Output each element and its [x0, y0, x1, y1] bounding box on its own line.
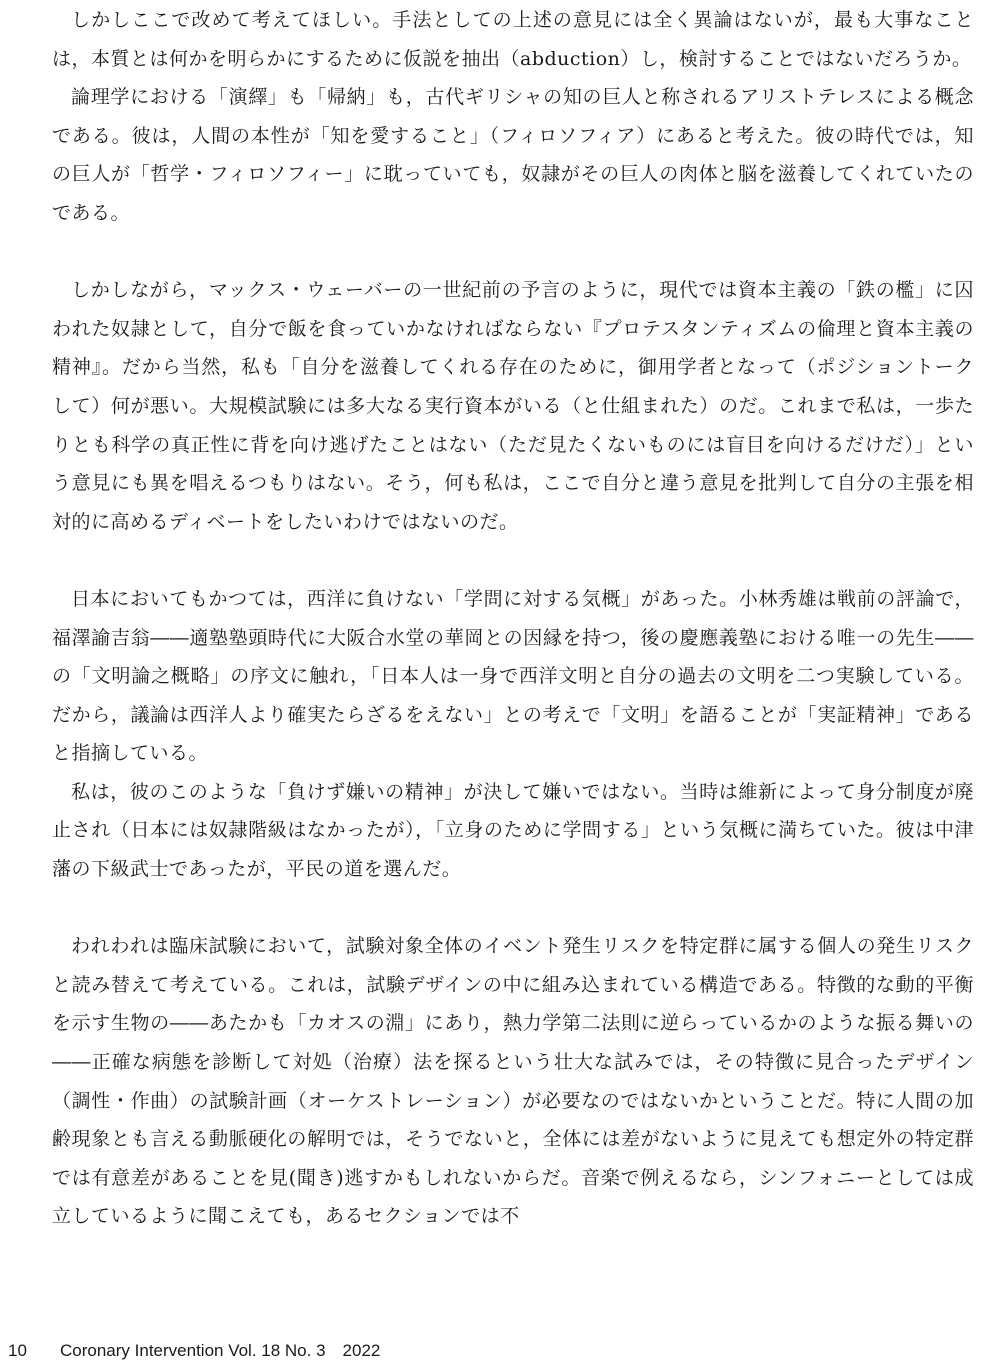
paragraph-2: 論理学における「演繹」も「帰納」も，古代ギリシャの知の巨人と称されるアリストテレスによる概念である。彼は，人間の本性が「知を愛すること」（フィロソフィア）にあると考えた。彼の時代では，知の巨人が「哲学・フィロソフィー」に耽っていても，奴隷がその巨人の肉体と脳を滋養してくれていたのである。	[52, 86, 974, 224]
paragraph-1: しかしここで改めて考えてほしい。手法としての上述の意見には全く異論はないが，最も大事なことは，本質とは何かを明らかにするために仮説を抽出（abduction）し，検討することではないだろうか。	[52, 9, 974, 70]
paragraph-gap	[52, 541, 974, 580]
paragraph-4: 日本においてもかつては，西洋に負けない「学問に対する気概」があった。小林秀雄は戦前の評論で，福澤諭吉翁――適塾塾頭時代に大阪合水堂の華岡との因縁を持つ，後の慶應義塾における唯一の先生――の「文明論之概略」の序文に触れ，「日本人は一身で西洋文明と自分の過去の文明を二つ実験している。だから，議論は西洋人より確実たらざるをえない」との考えで「文明」を語ることが「実証精神」であると指摘している。	[52, 587, 974, 765]
journal-citation: Coronary Intervention Vol. 18 No. 3 2022	[60, 1341, 381, 1360]
paragraph-6: われわれは臨床試験において，試験対象全体のイベント発生リスクを特定群に属する個人の発生リスクと読み替えて考えている。これは，試験デザインの中に組み込まれている構造である。特徴的な動的平衡を示す生物の――あたかも「カオスの淵」にあり，熱力学第二法則に逆らっているかのような振る舞いの――正確な病態を診断して対処（治療）法を探るという壮大な試みでは，その特徴に見合ったデザイン（調性・作曲）の試験計画（オーケストレーション）が必要なのではないかということだ。特に人間の加齢現象とも言える動脈硬化の解明では，そうでないと，全体には差がないように見えても想定外の特定群では有意差があることを見(聞き)逃すかもしれないからだ。音楽で例えるなら，シンフォニーとしては成立しているように聞こえても，あるセクションでは不	[52, 935, 974, 1228]
paragraph-3: しかしながら，マックス・ウェーバーの一世紀前の予言のように，現代では資本主義の「鉄の檻」に囚われた奴隷として，自分で飯を食っていかなければならない『プロテスタンティズムの倫理と資本主義の精神』。だから当然，私も「自分を滋養してくれる存在のために，御用学者となって（ポジショントークして）何が悪い。大規模試験には多大なる実行資本がいる（と仕組まれた）のだ。これまで私は，一歩たりとも科学の真正性に背を向け逃げたことはない（ただ見たくないものには盲目を向けるだけだ）」という意見にも異を唱えるつもりはない。そう，何も私は，ここで自分と違う意見を批判して自分の主張を相対的に高めるディベートをしたいわけではないのだ。	[52, 279, 974, 533]
page-number: 10	[8, 1341, 27, 1360]
page-footer	[8, 1336, 380, 1361]
article-body	[52, 0, 974, 1236]
paragraph-gap	[52, 889, 974, 928]
paragraph-5: 私は，彼のこのような「負けず嫌いの精神」が決して嫌いではない。当時は維新によって身分制度が廃止され（日本には奴隷階級はなかったが），「立身のために学問する」という気概に満ちていた。彼は中津藩の下級武士であったが，平民の道を選んだ。	[52, 780, 974, 881]
paragraph-gap	[52, 233, 974, 272]
